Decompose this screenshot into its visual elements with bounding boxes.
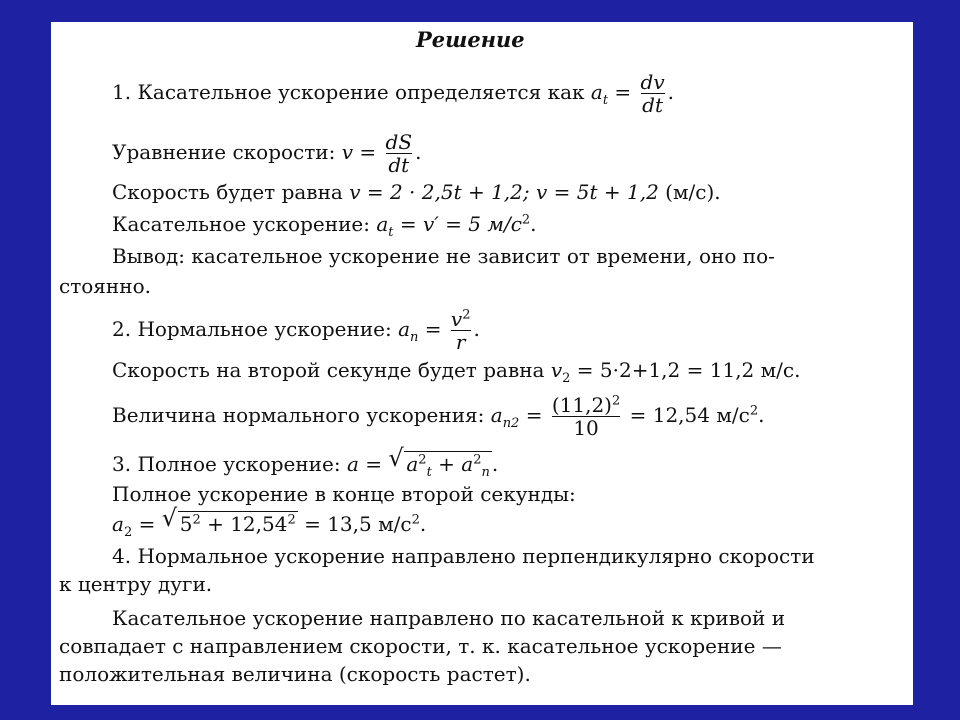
radical-sign: √ [388,444,404,472]
solution-sheet [51,22,913,705]
solution-title: Решение [416,27,525,52]
line-tangential-definition: 1. Касательное ускорение определяется как $a_t$ = $\frac{dv}{dt}$ . [112,70,674,117]
line-tangential-direction: Касательное ускорение направлено по касательной к кривой и [112,606,786,630]
line-velocity-value: Скорость будет равна v = 2 · 2,5t + 1,2; v = 5t + 1,2 (м/с). [112,180,721,204]
sqrt-total: √ $a^2_t + a^2_n$ [388,444,490,480]
line-normal-direction: 4. Нормальное ускорение направлено перпендикулярно скорости [112,544,815,568]
line-tangential-value: Касательное ускорение: $a_t = v' = 5$ $м/с^2$. [112,212,537,240]
line-velocity-equation: Уравнение скорости: v = $\frac{dS}{dt}$ . [112,130,422,177]
fraction-ds-dt: $\frac{dS}{dt}$ [385,130,413,177]
fraction-v2-r: $\frac{v^2}{r}$ [450,307,471,354]
line-total-value: $a_2$ = √ $5^2 + 12,54^2 = 13,5$ $м/с^2$. [112,504,427,540]
line-speed-second: Скорость на второй секунде будет равна $v_2 = 5\cdot 2+1,2 = 11,2$ м/с. [112,358,801,386]
line-tangential-direction-cont: совпадает с направлением скорости, т. к. касательное ускорение — [59,634,782,658]
line-conclusion: Вывод: касательное ускорение не зависит от времени, оно по- [112,244,775,268]
line-total-second: Полное ускорение в конце второй секунды: [112,482,576,506]
line-tangential-direction-end: положительная величина (скорость растет). [59,662,531,686]
sqrt-total-value: √ $5^2 + 12,54^2$ [161,504,296,536]
line-normal-definition: 2. Нормальное ускорение: $a_n$ = $\frac{v^2}{r}$ . [112,307,480,354]
line-conclusion-cont: стоянно. [59,274,151,298]
line-normal-value: Величина нормального ускорения: $a_{n2}$ = $\frac{(11,2)^2}{10}$ = 12,54 $м/с^2$. [112,393,765,440]
line-total-definition: 3. Полное ускорение: a = √ $a^2_t + a^2_n$ . [112,444,499,480]
radical-sign: √ [161,504,177,532]
line-normal-direction-cont: к центру дуги. [59,572,213,596]
fraction-normal: $\frac{(11,2)^2}{10}$ [551,393,621,440]
fraction-dv-dt: $\frac{dv}{dt}$ [640,70,665,117]
